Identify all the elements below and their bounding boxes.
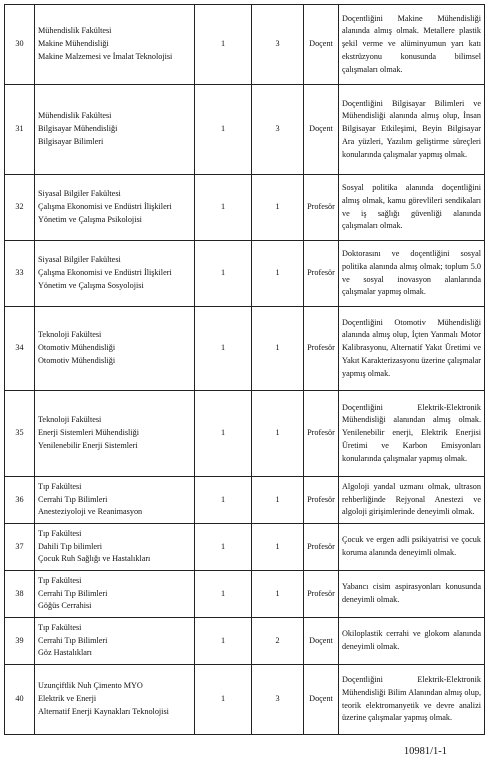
unit-line: Otomotiv Mühendisliği [38,355,116,365]
column-count-2: 2 [252,618,304,665]
unit-line: Yönetim ve Çalışma Sosyolojisi [38,280,144,290]
row-number: 37 [5,524,35,571]
column-count-2: 3 [252,665,304,735]
unit-line: Çocuk Ruh Sağlığı ve Hastalıkları [38,554,151,564]
unit-cell [35,618,195,665]
unit-line: Mühendislik Fakültesi [38,26,112,36]
column-count-1: 1 [195,85,252,175]
unit-line: Yönetim ve Çalışma Psikolojisi [38,214,142,224]
unit-line: Cerrahi Tıp Bilimleri [38,494,108,504]
column-count-2: 1 [252,175,304,241]
requirements-cell [339,391,485,477]
row-number: 34 [5,307,35,391]
table-row [5,175,485,241]
row-number: 38 [5,571,35,618]
unit-line: Uzunçiftlik Nuh Çimento MYO [38,681,143,691]
requirements-text: Doktorasını ve doçentliğini sosyal politika alanında almış olmak; toplum 5.0 ve sosyal inovasyon alanlarında çalışmalar yapmış olmak. [342,249,481,297]
requirements-cell [339,85,485,175]
row-number: 39 [5,618,35,665]
announcement-table [4,4,485,735]
column-count-2: 1 [252,307,304,391]
requirements-cell [339,571,485,618]
column-count-1: 1 [195,477,252,524]
academic-title: Doçent [304,665,339,735]
requirements-cell [339,241,485,307]
row-number: 32 [5,175,35,241]
unit-line: Mühendislik Fakültesi [38,111,112,121]
unit-line: Göz Hastalıkları [38,648,92,658]
academic-title: Doçent [304,618,339,665]
unit-line: Yenilenebilir Enerji Sistemleri [38,440,138,450]
table-row [5,241,485,307]
table-body [5,5,485,735]
column-count-2: 3 [252,5,304,85]
requirements-text: Yabancı cisim aspirasyonları konusunda deneyimli olmak. [342,582,481,604]
unit-line: Teknoloji Fakültesi [38,415,102,425]
unit-line: Makine Malzemesi ve İmalat Teknolojisi [38,51,173,61]
column-count-2: 1 [252,477,304,524]
column-count-1: 1 [195,618,252,665]
table-row [5,307,485,391]
unit-line: Cerrahi Tıp Bilimleri [38,588,108,598]
unit-cell [35,571,195,618]
column-count-1: 1 [195,307,252,391]
academic-title: Doçent [304,5,339,85]
requirements-text: Okiloplastik cerrahi ve glokom alanında deneyimli olmak. [342,629,481,651]
footer-reference: 10981/1-1 [403,746,447,757]
unit-cell [35,5,195,85]
row-number: 33 [5,241,35,307]
unit-line: Anesteziyoloji ve Reanimasyon [38,507,143,517]
column-count-2: 3 [252,85,304,175]
unit-line: Tıp Fakültesi [38,622,82,632]
academic-title: Profesör [304,477,339,524]
unit-line: Siyasal Bilgiler Fakültesi [38,189,121,199]
unit-line: Enerji Sistemleri Mühendisliği [38,428,139,438]
column-count-2: 1 [252,571,304,618]
row-number: 35 [5,391,35,477]
unit-line: Siyasal Bilgiler Fakültesi [38,255,121,265]
table-row [5,477,485,524]
requirements-cell [339,175,485,241]
academic-title: Profesör [304,307,339,391]
unit-cell [35,85,195,175]
requirements-cell [339,477,485,524]
table-row [5,571,485,618]
requirements-cell [339,307,485,391]
table-row [5,665,485,735]
unit-cell [35,307,195,391]
unit-line: Dahili Tıp bilimleri [38,541,102,551]
table-row [5,391,485,477]
requirements-cell [339,618,485,665]
column-count-2: 1 [252,391,304,477]
unit-line: Çalışma Ekonomisi ve Endüstri İlişkileri [38,202,172,212]
column-count-1: 1 [195,571,252,618]
unit-line: Elektrik ve Enerji [38,694,97,704]
unit-line: Tıp Fakültesi [38,575,82,585]
column-count-1: 1 [195,391,252,477]
column-count-1: 1 [195,175,252,241]
column-count-2: 1 [252,524,304,571]
requirements-text: Doçentliğini Bilgisayar Bilimleri ve Mühendisliği alanında almış olup, İnsan Bilgisayar Etkileşimi, Beyin Bilgisayar Ara yüzleri, Yazılım geliştirme süreçleri konularında çalışmalar yapmış olmak. [342,98,481,159]
requirements-text: Doçentliğini Makine Mühendisliği alanında almış olmak. Metallere plastik şekil verme ve alüminyumun yarı katı ekstrüzyonu konusunda bilimsel çalışmaları olmak. [342,13,481,74]
row-number: 31 [5,85,35,175]
table-row [5,618,485,665]
requirements-text: Algoloji yandal uzmanı olmak, ultrason rehberliğinde Rejyonal Anestezi ve algoloji girişimlerinde deneyimli olmak. [342,481,481,517]
table-row [5,524,485,571]
academic-title: Profesör [304,241,339,307]
unit-cell [35,175,195,241]
requirements-cell [339,665,485,735]
unit-line: Cerrahi Tıp Bilimleri [38,635,108,645]
academic-title: Profesör [304,175,339,241]
unit-line: Tıp Fakültesi [38,528,82,538]
academic-title: Profesör [304,571,339,618]
column-count-1: 1 [195,241,252,307]
unit-cell [35,524,195,571]
academic-title: Doçent [304,85,339,175]
row-number: 40 [5,665,35,735]
unit-line: Alternatif Enerji Kaynakları Teknolojisi [38,706,169,716]
column-count-1: 1 [195,524,252,571]
table-row [5,5,485,85]
unit-cell [35,665,195,735]
requirements-text: Doçentliğini Elektrik-Elektronik Mühendisliği alanından almış olmak. Yenilenebilir enerji, Elektrik Enerjisi Üretimi ve Karbon Emisyonları konularında çalışmalar yapmış olmak. [342,402,481,463]
requirements-text: Sosyal politika alanında doçentliğini almış olmak, kamu görevlileri sendikaları ve iş sağlığı güvenliği alanında çalışmaları olmak. [342,183,481,231]
column-count-1: 1 [195,5,252,85]
row-number: 30 [5,5,35,85]
column-count-2: 1 [252,241,304,307]
column-count-1: 1 [195,665,252,735]
unit-line: Bilgisayar Mühendisliği [38,124,118,134]
unit-line: Teknoloji Fakültesi [38,330,102,340]
requirements-cell [339,5,485,85]
requirements-text: Doçentliğini Otomotiv Mühendisliği alanında almış olup, İçten Yanmalı Motor Kalibrasyonu, Alternatif Yakıt Üretimi ve Yakıt Karakterizasyonu üzerine çalışmalar yapmış olmak. [342,317,481,378]
unit-cell [35,477,195,524]
requirements-text: Doçentliğini Elektrik-Elektronik Mühendisliği Bilim Alanından almış olup, teorik elektromanyetik ve devre analizi üzerine çalışmalar yapmış olmak. [342,675,481,723]
requirements-cell [339,524,485,571]
requirements-text: Çocuk ve ergen adli psikiyatrisi ve çocuk koruma alanında deneyimli olmak. [342,535,481,557]
unit-line: Göğüs Cerrahisi [38,601,92,611]
table-row [5,85,485,175]
row-number: 36 [5,477,35,524]
unit-line: Otomotiv Mühendisliği [38,343,116,353]
unit-cell [35,391,195,477]
unit-line: Makine Mühendisliği [38,39,109,49]
unit-line: Bilgisayar Bilimleri [38,136,104,146]
unit-line: Tıp Fakültesi [38,481,82,491]
academic-title: Profesör [304,391,339,477]
unit-cell [35,241,195,307]
academic-title: Profesör [304,524,339,571]
unit-line: Çalışma Ekonomisi ve Endüstri İlişkileri [38,268,172,278]
